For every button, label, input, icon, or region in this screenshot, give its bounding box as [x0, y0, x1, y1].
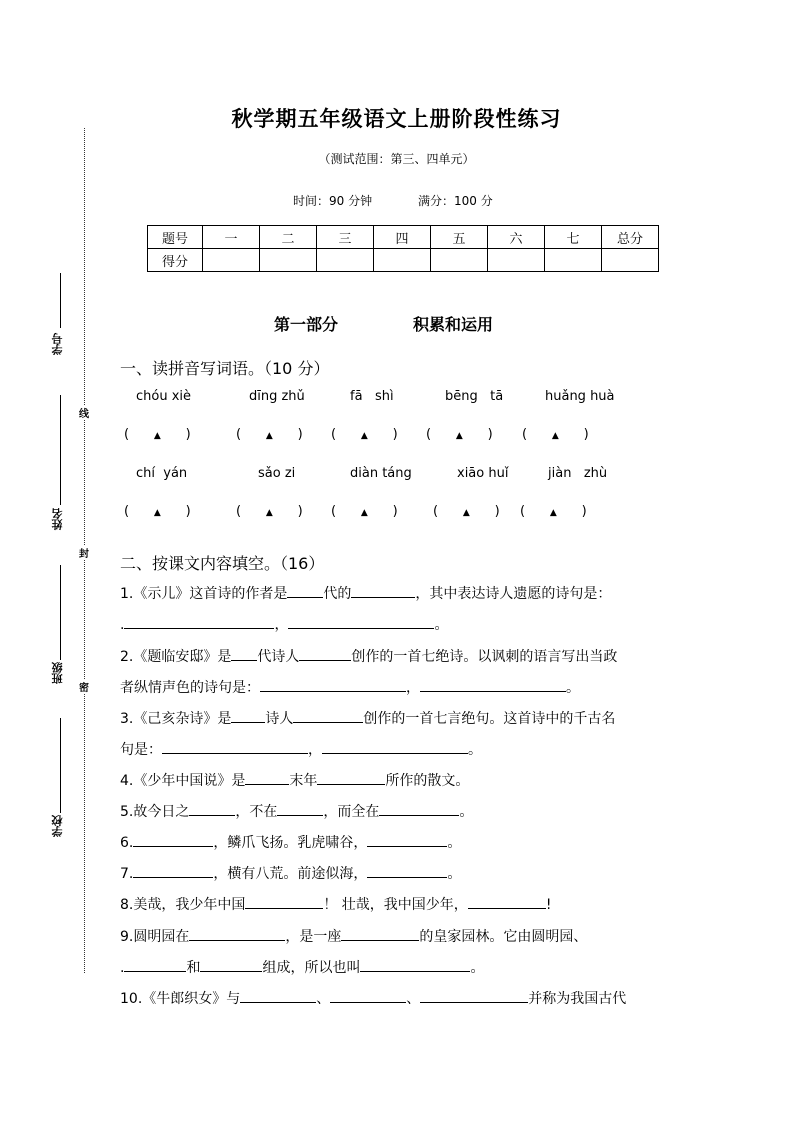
question-2: 2.《题临安邸》是 代诗人 创作的一首七绝诗。以讽刺的语言写出当政 [120, 646, 617, 666]
fill-blank[interactable] [379, 801, 459, 816]
question-1-answer: . ， 。 [120, 614, 448, 634]
fill-blank[interactable] [277, 801, 323, 816]
answer-box[interactable]: ( ▲ ) [236, 504, 303, 519]
question-7: 7. ，横有八荒。前途似海， 。 [120, 863, 461, 883]
fill-blank[interactable] [367, 863, 447, 878]
score-input-cell[interactable] [374, 249, 431, 272]
score-table [147, 225, 659, 272]
pinyin: fā shì [350, 389, 394, 404]
fill-blank[interactable] [367, 832, 447, 847]
fill-blank[interactable] [200, 957, 262, 972]
fill-blank[interactable] [288, 614, 434, 629]
fill-blank[interactable] [360, 957, 470, 972]
answer-box[interactable]: ( ▲ ) [124, 427, 191, 442]
table-cell: 四 [374, 226, 431, 249]
fill-blank[interactable] [420, 677, 566, 692]
table-cell: 总分 [602, 226, 659, 249]
pinyin: jiàn zhù [548, 466, 608, 481]
fill-blank[interactable] [162, 739, 308, 754]
question-2-answer: 者纵情声色的诗句是： ， 。 [120, 677, 580, 697]
school-label: 学校 [51, 815, 64, 837]
score-table-score-row [148, 249, 659, 272]
question-5: 5.故今日之 ，不在 ，而全在 。 [120, 801, 473, 821]
table-cell: 二 [260, 226, 317, 249]
student-id-label: 学号 [51, 333, 64, 355]
student-id-line [60, 273, 61, 328]
question-9-cont: . 和 组成，所以也叫 。 [120, 957, 484, 977]
fill-blank[interactable] [124, 614, 274, 629]
score-input-cell[interactable] [260, 249, 317, 272]
name-line [60, 395, 61, 505]
score-input-cell[interactable] [317, 249, 374, 272]
fill-blank[interactable] [133, 832, 213, 847]
fill-blank[interactable] [287, 583, 323, 598]
fill-blank[interactable] [189, 926, 285, 941]
full-score: 满分：100 分 [418, 194, 493, 208]
fill-blank[interactable] [468, 894, 546, 909]
score-input-cell[interactable] [431, 249, 488, 272]
score-input-cell[interactable] [602, 249, 659, 272]
class-label: 班级 [51, 662, 64, 684]
fill-blank[interactable] [231, 708, 265, 723]
fill-blank[interactable] [351, 583, 415, 598]
school-line [60, 718, 61, 813]
fill-blank[interactable] [245, 894, 323, 909]
table-cell: 一 [203, 226, 260, 249]
score-input-cell[interactable] [488, 249, 545, 272]
table-cell: 七 [545, 226, 602, 249]
pinyin: dīng zhǔ [249, 389, 305, 404]
table-cell: 三 [317, 226, 374, 249]
answer-box[interactable]: ( ▲ ) [522, 427, 589, 442]
question-10: 10.《牛郎织女》与 、 、 并称为我国古代 [120, 988, 626, 1008]
part-subtitle: 积累和运用 [413, 315, 494, 334]
question-6: 6. ，鳞爪飞扬。乳虎啸谷， 。 [120, 832, 461, 852]
pinyin: chí yán [136, 466, 188, 481]
question-9: 9.圆明园在 ，是一座 的皇家园林。它由圆明园、 [120, 926, 587, 946]
test-scope: （测试范围：第三、四单元） [318, 152, 475, 166]
fill-blank[interactable] [420, 988, 528, 1003]
score-table-header-row [148, 226, 659, 249]
pinyin: diàn táng [350, 466, 412, 481]
answer-box[interactable]: ( ▲ ) [426, 427, 493, 442]
fill-blank[interactable] [330, 988, 406, 1003]
fill-blank[interactable] [245, 770, 289, 785]
binding-char-secret: 密 [79, 679, 89, 694]
question-4: 4.《少年中国说》是 末年 所作的散文。 [120, 770, 469, 790]
fill-blank[interactable] [299, 646, 351, 661]
answer-box[interactable]: ( ▲ ) [331, 504, 398, 519]
fill-blank[interactable] [322, 739, 468, 754]
score-input-cell[interactable] [545, 249, 602, 272]
table-cell: 五 [431, 226, 488, 249]
question-3: 3.《己亥杂诗》是 诗人 创作的一首七言绝句。这首诗中的千古名 [120, 708, 615, 728]
part-title: 第一部分 [274, 315, 339, 334]
page-title: 秋学期五年级语文上册阶段性练习 [231, 107, 562, 131]
time-limit: 时间：90 分钟 [293, 194, 373, 208]
pinyin: huǎng huà [545, 389, 615, 404]
fill-blank[interactable] [124, 957, 186, 972]
name-label: 姓名 [51, 508, 64, 530]
answer-box[interactable]: ( ▲ ) [124, 504, 191, 519]
answer-box[interactable]: ( ▲ ) [433, 504, 500, 519]
pinyin: chóu xiè [136, 389, 192, 404]
fill-blank[interactable] [133, 863, 213, 878]
table-cell: 得分 [148, 249, 203, 272]
fill-blank[interactable] [189, 801, 235, 816]
table-cell: 题号 [148, 226, 203, 249]
pinyin: sǎo zi [258, 466, 296, 481]
fill-blank[interactable] [240, 988, 316, 1003]
section2-heading: 二、按课文内容填空。（16） [120, 554, 325, 573]
answer-box[interactable]: ( ▲ ) [236, 427, 303, 442]
question-8: 8.美哉，我少年中国 ！ 壮哉，我中国少年， ! [120, 894, 551, 914]
score-input-cell[interactable] [203, 249, 260, 272]
section1-heading: 一、读拼音写词语。（10 分） [120, 359, 330, 378]
binding-char-seal: 封 [79, 545, 89, 560]
binding-char-line: 线 [79, 405, 89, 420]
class-line [60, 565, 61, 660]
fill-blank[interactable] [317, 770, 385, 785]
table-cell: 六 [488, 226, 545, 249]
fill-blank[interactable] [341, 926, 419, 941]
fill-blank[interactable] [231, 646, 257, 661]
fill-blank[interactable] [293, 708, 363, 723]
answer-box[interactable]: ( ▲ ) [331, 427, 398, 442]
question-3-answer: 句是： ， 。 [120, 739, 482, 759]
question-1: 1.《示儿》这首诗的作者是 代的 ，其中表达诗人遗愿的诗句是： [120, 583, 611, 603]
answer-box[interactable]: ( ▲ ) [520, 504, 587, 519]
pinyin: xiāo huǐ [457, 466, 509, 481]
pinyin: bēng tā [445, 389, 504, 404]
fill-blank[interactable] [260, 677, 406, 692]
